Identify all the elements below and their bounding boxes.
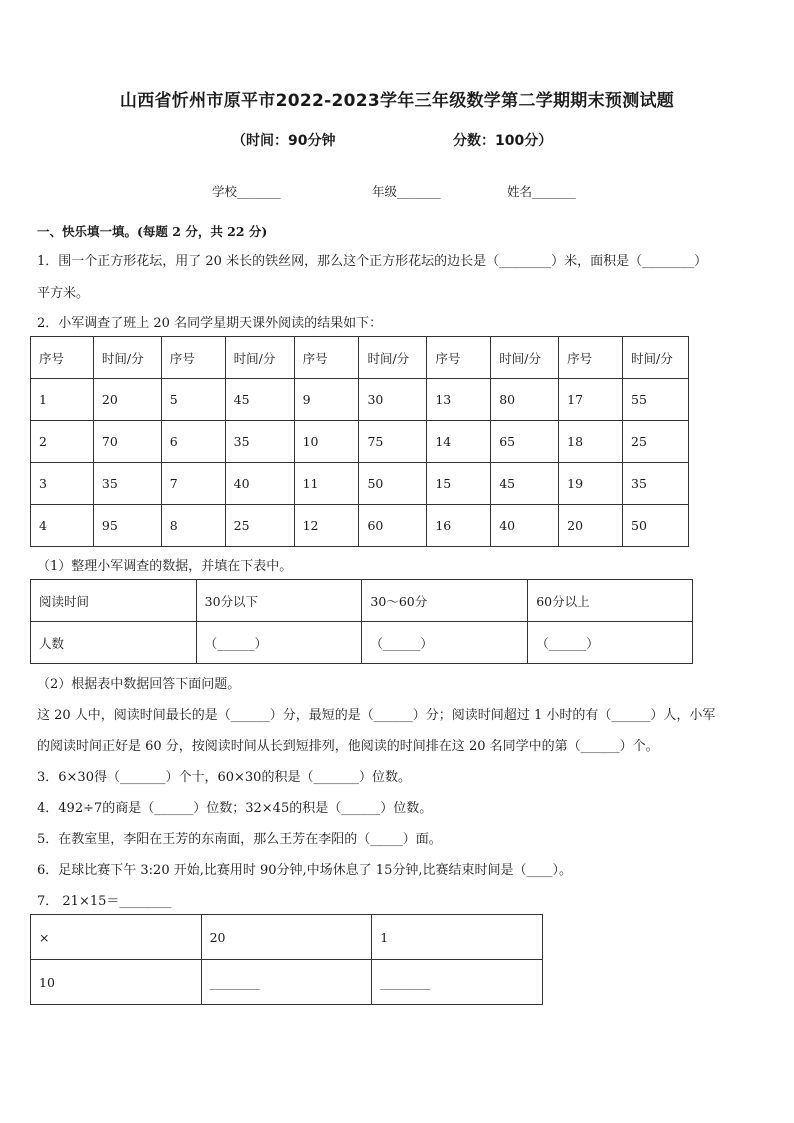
- table-cell: 45: [225, 379, 294, 421]
- question-2-part-1: （1）整理小军调查的数据，并填在下表中。: [37, 559, 293, 574]
- column-header: 时间/分: [623, 337, 689, 379]
- table-cell: 17: [559, 379, 623, 421]
- name-label: 姓名: [507, 184, 533, 199]
- table-cell: 6: [161, 421, 225, 463]
- multiplication-table: [30, 914, 543, 1005]
- table-cell: 35: [623, 463, 689, 505]
- reading-data-table: [30, 336, 689, 547]
- table-cell: 50: [359, 463, 427, 505]
- table-row: [31, 960, 543, 1005]
- table-header-row: [31, 915, 543, 960]
- column-header: 时间/分: [225, 337, 294, 379]
- table-cell: 13: [427, 379, 491, 421]
- table-cell: 70: [93, 421, 161, 463]
- column-header: 序号: [427, 337, 491, 379]
- table-cell: 30: [359, 379, 427, 421]
- table-cell: 40: [225, 463, 294, 505]
- column-header: 30分以下: [196, 580, 362, 622]
- table-cell: 7: [161, 463, 225, 505]
- table-cell: 16: [427, 505, 491, 547]
- column-header: 阅读时间: [31, 580, 197, 622]
- column-header: 20: [201, 915, 372, 960]
- table-cell: 35: [93, 463, 161, 505]
- column-header: ×: [31, 915, 202, 960]
- answer-blank[interactable]: （______）: [196, 622, 362, 664]
- table-cell: 65: [491, 421, 559, 463]
- table-cell: 3: [31, 463, 94, 505]
- column-header: 序号: [559, 337, 623, 379]
- column-header: 时间/分: [93, 337, 161, 379]
- table-cell: 19: [559, 463, 623, 505]
- question-1-line-1: 1．围一个正方形花坛，用了 20 米长的铁丝网，那么这个正方形花坛的边长是（________）米，面积是（________）: [37, 254, 708, 269]
- question-4: 4．492÷7的商是（______）位数；32×45的积是（______）位数。: [37, 801, 433, 816]
- page-title: 山西省忻州市原平市2022-2023学年三年级数学第二学期期末预测试题: [119, 91, 675, 111]
- grade-field: [372, 182, 441, 200]
- table-cell: 75: [359, 421, 427, 463]
- table-cell: 35: [225, 421, 294, 463]
- table-cell: 5: [161, 379, 225, 421]
- exam-time: （时间：90分钟: [232, 133, 336, 149]
- school-blank: _______: [237, 184, 281, 199]
- table-row: [31, 463, 689, 505]
- table-row: [31, 379, 689, 421]
- table-cell: 12: [294, 505, 359, 547]
- table-cell: 55: [623, 379, 689, 421]
- table-cell: 9: [294, 379, 359, 421]
- section-heading: 一、快乐填一填。(每题 2 分，共 22 分): [37, 224, 268, 239]
- table-cell: 4: [31, 505, 94, 547]
- table-cell: 14: [427, 421, 491, 463]
- table-cell: 11: [294, 463, 359, 505]
- column-header: 30～60分: [362, 580, 528, 622]
- table-cell: 8: [161, 505, 225, 547]
- table-cell: 15: [427, 463, 491, 505]
- table-row: [31, 622, 693, 664]
- column-header: 时间/分: [359, 337, 427, 379]
- answer-blank[interactable]: ________: [372, 960, 543, 1005]
- table-cell: 25: [623, 421, 689, 463]
- table-cell: 95: [93, 505, 161, 547]
- grade-blank: _______: [397, 184, 441, 199]
- table-cell: 80: [491, 379, 559, 421]
- grade-label: 年级: [372, 184, 398, 199]
- question-7: 7． 21×15＝________: [37, 894, 172, 909]
- table-cell: 25: [225, 505, 294, 547]
- column-header: 1: [372, 915, 543, 960]
- school-field: [212, 182, 281, 200]
- column-header: 序号: [294, 337, 359, 379]
- table-cell: 1: [31, 379, 94, 421]
- school-label: 学校: [212, 184, 238, 199]
- summary-table: [30, 579, 693, 664]
- column-header: 序号: [161, 337, 225, 379]
- table-cell: 10: [31, 960, 202, 1005]
- table-cell: 2: [31, 421, 94, 463]
- table-header-row: [31, 580, 693, 622]
- column-header: 60分以上: [528, 580, 693, 622]
- question-5: 5．在教室里，李阳在王芳的东南面，那么王芳在李阳的（_____）面。: [37, 832, 442, 847]
- answer-blank[interactable]: ________: [201, 960, 372, 1005]
- table-header-row: [31, 337, 689, 379]
- answer-blank[interactable]: （______）: [528, 622, 693, 664]
- table-cell: 45: [491, 463, 559, 505]
- question-2-part-2: （2）根据表中数据回答下面问题。: [37, 677, 241, 692]
- table-row: [31, 505, 689, 547]
- answer-blank[interactable]: （______）: [362, 622, 528, 664]
- question-6: 6．足球比赛下午 3:20 开始,比赛用时 90分钟,中场休息了 15分钟,比赛结束时间是（____）。: [37, 863, 572, 878]
- table-row: [31, 421, 689, 463]
- question-2-part-2-line-1: 这 20 人中，阅读时间最长的是（______）分，最短的是（______）分；阅读时间超过 1 小时的有（______）人，小军: [37, 708, 716, 723]
- table-cell: 40: [491, 505, 559, 547]
- table-cell: 50: [623, 505, 689, 547]
- name-field: [507, 182, 576, 200]
- table-cell: 20: [559, 505, 623, 547]
- table-cell: 20: [93, 379, 161, 421]
- exam-score: 分数：100分）: [453, 133, 553, 149]
- question-1-line-2: 平方米。: [37, 286, 90, 301]
- column-header: 时间/分: [491, 337, 559, 379]
- question-2-intro: 2．小军调查了班上 20 名同学星期天课外阅读的结果如下：: [37, 316, 383, 331]
- question-3: 3．6×30得（_______）个十，60×30的积是（_______）位数。: [37, 770, 411, 785]
- table-cell: 18: [559, 421, 623, 463]
- column-header: 序号: [31, 337, 94, 379]
- name-blank: _______: [532, 184, 576, 199]
- question-2-part-2-line-2: 的阅读时间正好是 60 分，按阅读时间从长到短排列，他阅读的时间排在这 20 名同学中的第（______）个。: [37, 739, 659, 754]
- table-cell: 人数: [31, 622, 197, 664]
- table-cell: 10: [294, 421, 359, 463]
- table-cell: 60: [359, 505, 427, 547]
